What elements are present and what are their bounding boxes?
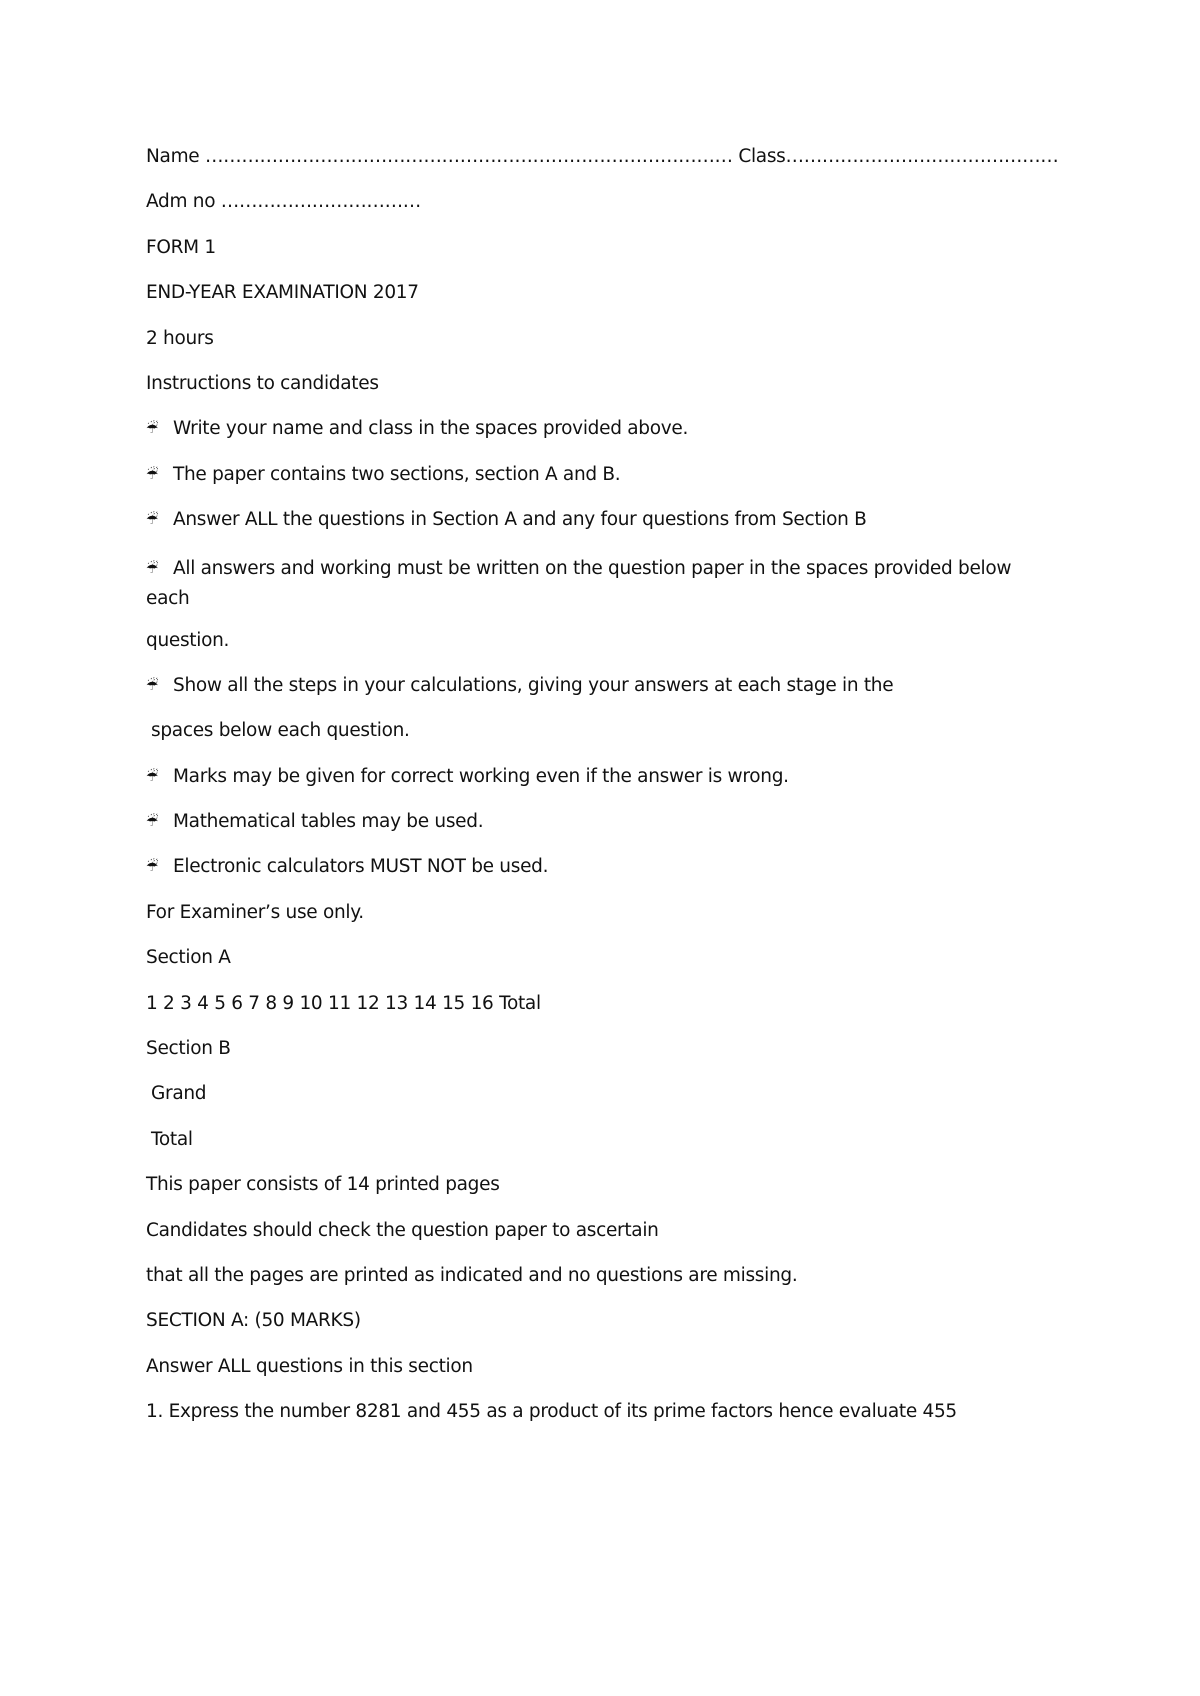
form-label: FORM 1 [146,236,216,258]
instructions-heading: Instructions to candidates [146,372,379,394]
section-a-instruction: Answer ALL questions in this section [146,1355,473,1377]
umbrella-rain-icon: ☔ [146,466,159,483]
section-a-columns: 1 2 3 4 5 6 7 8 9 10 11 12 13 14 15 16 Total [146,992,541,1014]
instruction-text: All answers and working must be written on the question paper in the spaces provided below each [146,557,1012,609]
instruction-item [146,417,1046,462]
exam-paper-page [146,145,1059,1446]
umbrella-rain-icon: ☔ [146,560,159,577]
umbrella-rain-icon: ☔ [146,768,159,785]
instruction-item [146,508,1046,553]
exam-duration: 2 hours [146,327,214,349]
section-b-label: Section B [146,1038,231,1060]
page-count-note: This paper consists of 14 printed pages [146,1174,500,1196]
section-a-label: Section A [146,947,231,969]
check-note-line-2: that all the pages are printed as indicated and no questions are missing. [146,1264,798,1286]
umbrella-rain-icon: ☔ [146,421,159,438]
umbrella-rain-icon: ☔ [146,814,159,831]
question-1: 1. Express the number 8281 and 455 as a product of its prime factors hence evaluate 455 [146,1401,957,1423]
adm-no-line: Adm no …………………………… [146,191,421,213]
exam-title: END-YEAR EXAMINATION 2017 [146,282,419,304]
instruction-continuation: question. [146,629,230,651]
instruction-item [146,810,1046,855]
umbrella-rain-icon: ☔ [146,859,159,876]
name-class-line: Name …………………………………………………………………………… Class……………………………………… [146,146,1059,167]
instruction-text: Show all the steps in your calculations, giving your answers at each stage in the [173,674,894,696]
instruction-item [146,765,1046,810]
instruction-text: Marks may be given for correct working even if the answer is wrong. [173,765,789,787]
instruction-text: Electronic calculators MUST NOT be used. [173,856,549,878]
instruction-item [146,463,1046,508]
instruction-text: Answer ALL the questions in Section A and any four questions from Section B [173,509,867,531]
umbrella-rain-icon: ☔ [146,512,159,529]
instruction-item [146,554,1046,613]
instruction-text: Mathematical tables may be used. [173,811,484,833]
section-a-heading: SECTION A: (50 MARKS) [146,1310,361,1332]
check-note-line-1: Candidates should check the question paper to ascertain [146,1219,659,1241]
instruction-text: The paper contains two sections, section A and B. [173,463,621,485]
instruction-continuation: spaces below each question. [151,720,410,742]
umbrella-rain-icon: ☔ [146,677,159,694]
instruction-item [146,674,1046,719]
total-label: Total [151,1128,193,1150]
grand-label: Grand [151,1083,207,1105]
examiner-heading: For Examiner’s use only. [146,901,364,923]
instruction-text: Write your name and class in the spaces provided above. [173,418,689,440]
instruction-item [146,855,1046,900]
